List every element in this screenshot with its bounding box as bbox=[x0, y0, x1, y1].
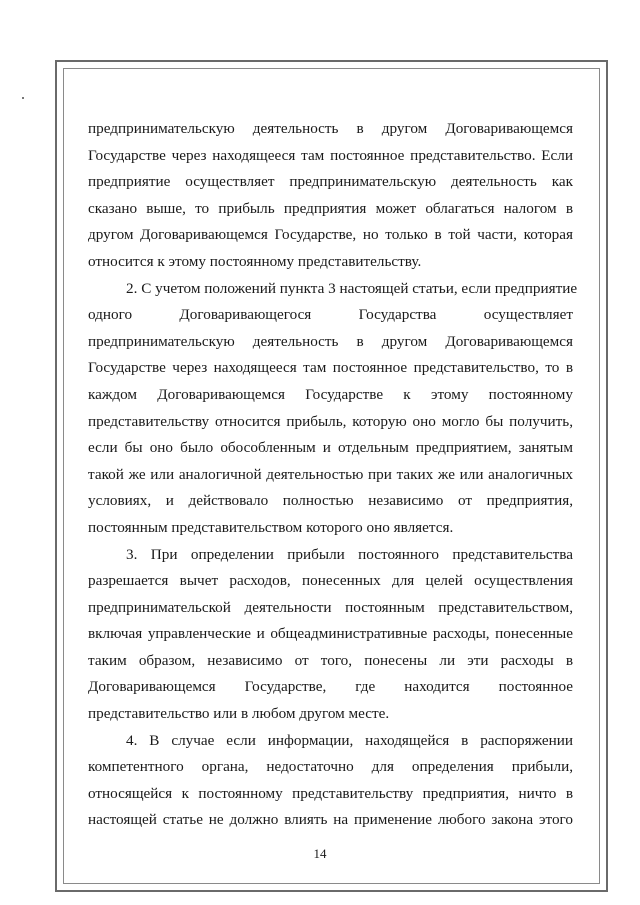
scan-speck bbox=[22, 97, 24, 99]
page-number: 14 bbox=[313, 846, 327, 861]
text-line: Государстве через находящееся там постоянное представительство, то в bbox=[88, 359, 573, 377]
text-line: относящейся к постоянному представительству предприятия, ничто в bbox=[88, 784, 573, 802]
text-line: таким образом, независимо от того, понесены ли эти расходы в bbox=[88, 651, 573, 669]
document-body bbox=[88, 116, 578, 834]
text-line: сказано выше, то прибыль предприятия может облагаться налогом в bbox=[88, 199, 573, 217]
text-line: настоящей статье не должно влиять на применение любого закона этого bbox=[88, 811, 573, 829]
paragraph-3-start: 3. При определении прибыли постоянного представительства bbox=[126, 545, 573, 563]
text-line: Договаривающемся Государстве, где находится постоянное bbox=[88, 678, 573, 696]
text-line: такой же или аналогичной деятельностью при таких же или аналогичных bbox=[88, 465, 573, 483]
text-line: предпринимательскую деятельность в другом Договаривающемся bbox=[88, 332, 573, 350]
text-line: постоянным представительством которого оно является. bbox=[88, 518, 454, 536]
paragraph-2-start: 2. С учетом положений пункта 3 настоящей статьи, если предприятие bbox=[126, 279, 578, 297]
text-line: представительству относится прибыль, которую оно могло бы получить, bbox=[88, 412, 573, 430]
text-line: другом Договаривающемся Государстве, но только в той части, которая bbox=[88, 226, 573, 244]
text-line: условиях, и действовало полностью независимо от предприятия, bbox=[88, 492, 573, 510]
text-line: предпринимательской деятельности постоянным представительством, bbox=[88, 598, 573, 616]
text-line: предпринимательскую деятельность в другом Договаривающемся bbox=[88, 120, 573, 137]
text-line: разрешается вычет расходов, понесенных для целей осуществления bbox=[88, 572, 573, 590]
paragraph-4-start: 4. В случае если информации, находящейся в распоряжении bbox=[126, 731, 573, 749]
text-line: относится к этому постоянному представительству. bbox=[88, 252, 422, 270]
text-line: предприятие осуществляет предпринимательскую деятельность как bbox=[88, 173, 573, 191]
text-line: каждом Договаривающемся Государстве к этому постоянному bbox=[88, 385, 573, 403]
text-line: компетентного органа, недостаточно для определения прибыли, bbox=[88, 758, 573, 776]
text-line: Государстве через находящееся там постоянное представительство. Если bbox=[88, 146, 573, 164]
text-line: включая управленческие и общеадминистративные расходы, понесенные bbox=[88, 625, 573, 643]
text-line: если бы оно было обособленным и отдельным предприятием, занятым bbox=[88, 439, 573, 457]
text-line: одного Договаривающегося Государства осуществляет bbox=[88, 306, 573, 324]
text-line: представительство или в любом другом месте. bbox=[88, 705, 390, 723]
